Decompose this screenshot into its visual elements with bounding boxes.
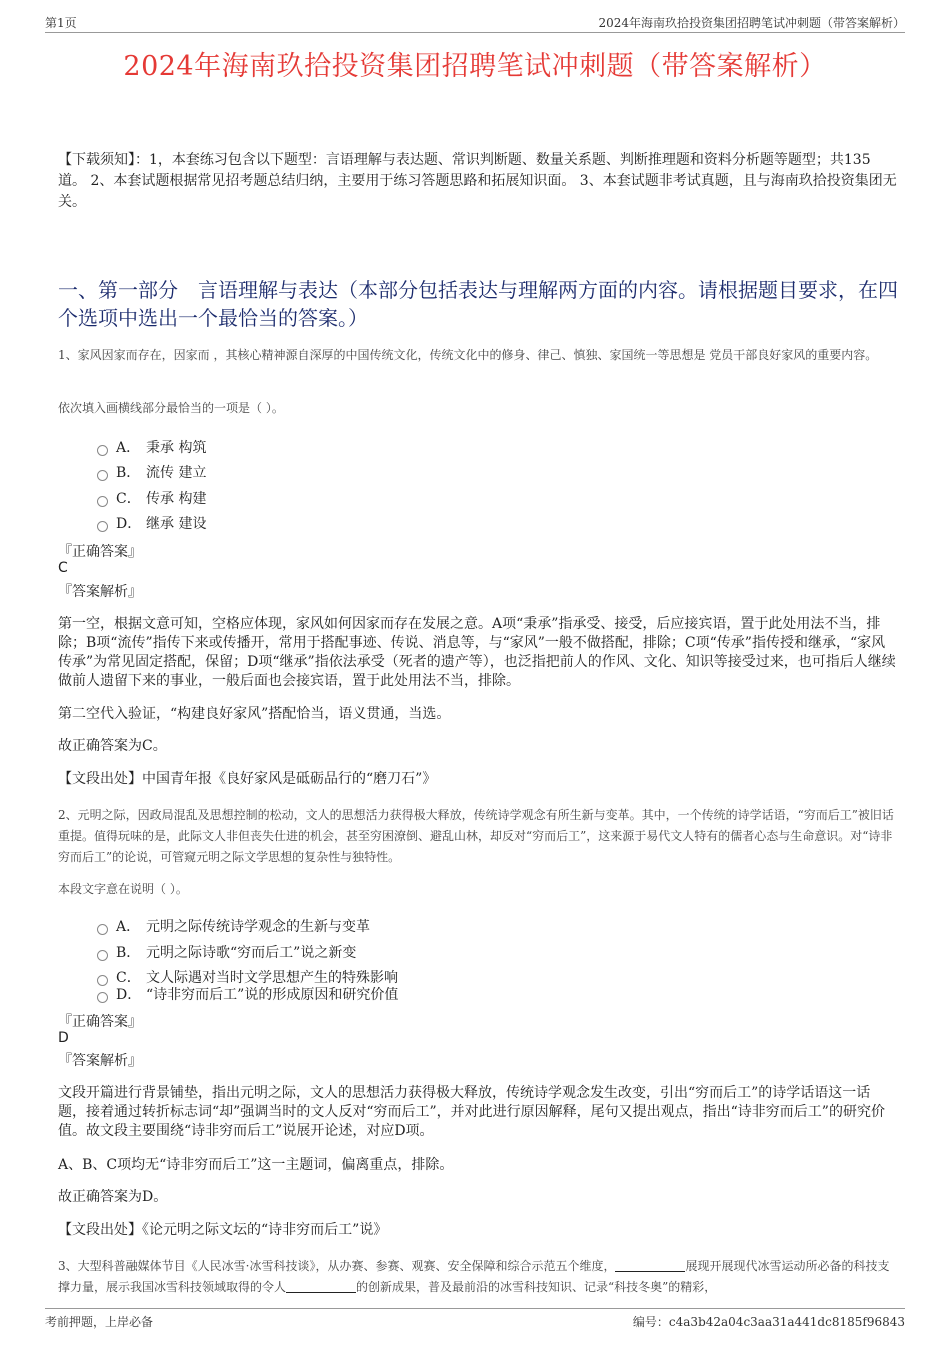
question-1-stem: 1、家风因家而存在，因家而 ，其核心精神源自深厚的中国传统文化，传统文化中的修身、律己、慎独、家国统一等思想是 党员干部良好家风的重要内容。 (58, 348, 878, 362)
fill-blank (286, 1280, 356, 1293)
page-number: 第1页 (45, 16, 77, 30)
page-title: 2024年海南玖拾投资集团招聘笔试冲刺题（带答案解析） (123, 51, 827, 82)
radio-icon[interactable] (97, 496, 108, 507)
header-divider (45, 32, 905, 33)
question-2-option-d[interactable]: D． “诗非穷而后工”说的形成原因和研究价值 (97, 984, 398, 1004)
header-doc-title: 2024年海南玖拾投资集团招聘笔试冲刺题（带答案解析） (598, 16, 905, 30)
question-2-option-b[interactable]: B． 元明之际诗歌“穷而后工”说之新变 (97, 942, 356, 962)
footer-slogan: 考前押题，上岸必备 (45, 1315, 154, 1329)
question-2-answer: D (58, 1030, 69, 1046)
question-2-option-c[interactable]: C． 文人际遇对当时文学思想产生的特殊影响 (97, 967, 398, 987)
question-1-source: 【文段出处】中国青年报《良好家风是砥砺品行的“磨刀石”》 (58, 771, 437, 787)
fill-blank (615, 1259, 685, 1272)
radio-icon[interactable] (97, 992, 108, 1003)
question-1-analysis-para: 第一空，根据文意可知，空格应体现，家风如何因家而存在发展之意。A项“秉承”指承受、接受，后应接宾语，置于此处用法不当，排除；B项“流传”指传下来或传播开，常用于搭配事迹、传说、消息等，与“家风”一般不做搭配，排除；C项“传承”指传授和继承，“家风传承”为常见固定搭配，保留；D项“继承”指依法承受（死者的遗产等），也泛指把前人的作风、文化、知识等接受过来，也可指后人继续做前人遗留下来的事业，一般后面也会接宾语，置于此处用法不当，排除。 (58, 616, 896, 689)
question-1-option-a[interactable]: A． 秉承 构筑 (97, 437, 206, 457)
question-2-source: 【文段出处】《论元明之际文坛的“诗非穷而后工”说》 (58, 1222, 388, 1238)
question-1-analysis-para: 第二空代入验证，“构建良好家风”搭配恰当，语义贯通，当选。 (58, 706, 451, 722)
question-1-analysis-label: 『答案解析』 (58, 584, 142, 600)
question-3-stem: 3、大型科普融媒体节目《人民冰雪·冰雪科技谈》，从办赛、参赛、观赛、安全保障和综合示范五个维度， 展现开展现代冰雪运动所必备的科技支撑力量，展示我国冰雪科技领域取得的令人 的创新成果，普及最前沿的冰雪科技知识、记录“科技冬奥”的精彩， (58, 1259, 890, 1294)
question-1-correct-label: 『正确答案』 (58, 544, 142, 560)
question-1-option-c[interactable]: C． 传承 构建 (97, 488, 206, 508)
question-1-prompt: 依次填入画横线部分最恰当的一项是（ ）。 (58, 401, 284, 415)
footer-code: 编号：c4a3b42a04c3aa31a441dc8185f96843 (632, 1315, 905, 1329)
question-1-answer: C (58, 560, 68, 576)
question-2-correct-label: 『正确答案』 (58, 1014, 142, 1030)
question-2-analysis-para: 文段开篇进行背景铺垫，指出元明之际，文人的思想活力获得极大释放，传统诗学观念发生改变，引出“穷而后工”的诗学话语这一话题，接着通过转折标志词“却”强调当时的文人反对“穷而后工”，并对此进行原因解释，尾句又提出观点，指出“诗非穷而后工”的研究价值。故文段主要围绕“诗非穷而后工”说展开论述，对应D项。 (58, 1085, 885, 1139)
question-2-option-a[interactable]: A． 元明之际传统诗学观念的生新与变革 (97, 916, 370, 936)
question-2-prompt: 本段文字意在说明（ ）。 (58, 882, 188, 896)
question-2-analysis-para: A、B、C项均无“诗非穷而后工”这一主题词，偏离重点，排除。 (58, 1157, 454, 1173)
radio-icon[interactable] (97, 445, 108, 456)
question-2-analysis-label: 『答案解析』 (58, 1053, 142, 1069)
question-1-analysis-para: 故正确答案为C。 (58, 738, 167, 754)
section-heading: 一、第一部分 言语理解与表达（本部分包括表达与理解两方面的内容。请根据题目要求，在四个选项中选出一个最恰当的答案。） (58, 278, 898, 330)
radio-icon[interactable] (97, 521, 108, 532)
radio-icon[interactable] (97, 470, 108, 481)
question-2-stem: 2、元明之际，因政局混乱及思想控制的松动，文人的思想活力获得极大释放，传统诗学观念有所生新与变革。其中，一个传统的诗学话语，“穷而后工”被旧话重提。值得玩味的是，此际文人非但丧失仕进的机会，甚至穷困潦倒、避乱山林，却反对“穷而后工”，这来源于易代文人特有的儒者心态与生命意识。对“诗非穷而后工”的论说，可管窥元明之际文学思想的复杂性与独特性。 (58, 808, 894, 864)
radio-icon[interactable] (97, 924, 108, 935)
question-1-option-d[interactable]: D． 继承 建设 (97, 513, 206, 533)
download-notice: 【下载须知】：1，本套练习包含以下题型：言语理解与表达题、常识判断题、数量关系题、判断推理题和资料分析题等题型；共135道。 2、本套试题根据常见招考题总结归纳，主要用于练习答题思路和拓展知识面。 3、本套试题非考试真题，且与海南玖拾投资集团无关。 (58, 152, 897, 210)
question-2-analysis-para: 故正确答案为D。 (58, 1189, 168, 1205)
radio-icon[interactable] (97, 950, 108, 961)
footer-divider (45, 1308, 905, 1309)
question-1-option-b[interactable]: B． 流传 建立 (97, 462, 206, 482)
